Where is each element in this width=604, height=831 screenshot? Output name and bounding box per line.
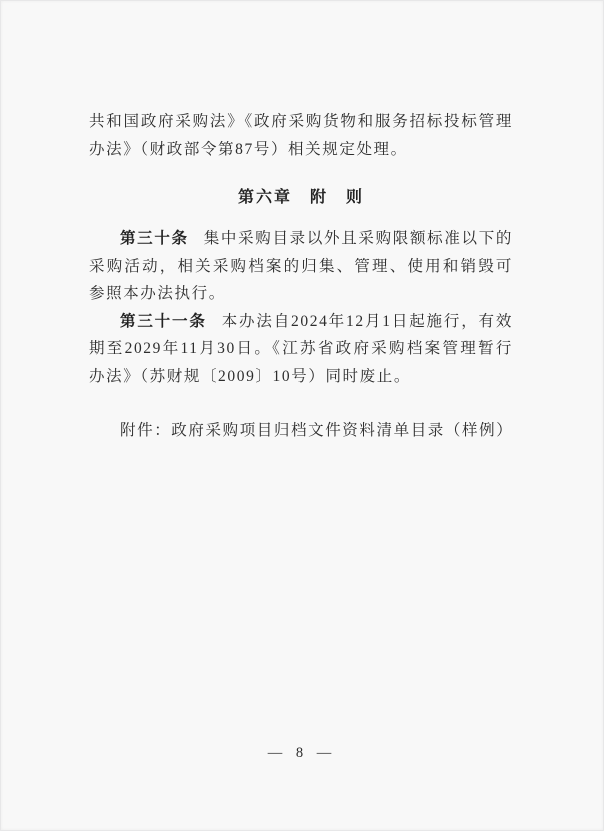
- article-31-text: 本办法自2024年12月1日起施行，有效期至2029年11月30日。《江苏省政府采购档案管理暂行办法》（苏财规〔2009〕10号）同时废止。: [89, 312, 513, 385]
- document-content: [89, 108, 513, 445]
- paragraph-article-30: [89, 225, 513, 308]
- paragraph-intro-continuation: 共和国政府采购法》《政府采购货物和服务招标投标管理办法》（财政部令第87号）相关规定处理。: [89, 113, 513, 158]
- article-30-label: 第三十条: [120, 230, 189, 247]
- chapter-heading: 第六章 附 则: [237, 189, 364, 206]
- attachment-line: 附件：政府采购项目归档文件资料清单目录（样例）: [120, 422, 514, 439]
- page-number: — 8 —: [267, 745, 337, 761]
- article-30-text: 集中采购目录以外且采购限额标准以下的采购活动，相关采购档案的归集、管理、使用和销毁可参照本办法执行。: [89, 230, 513, 302]
- paragraph-article-31: [89, 308, 513, 391]
- article-31-label: 第三十一条: [120, 312, 207, 330]
